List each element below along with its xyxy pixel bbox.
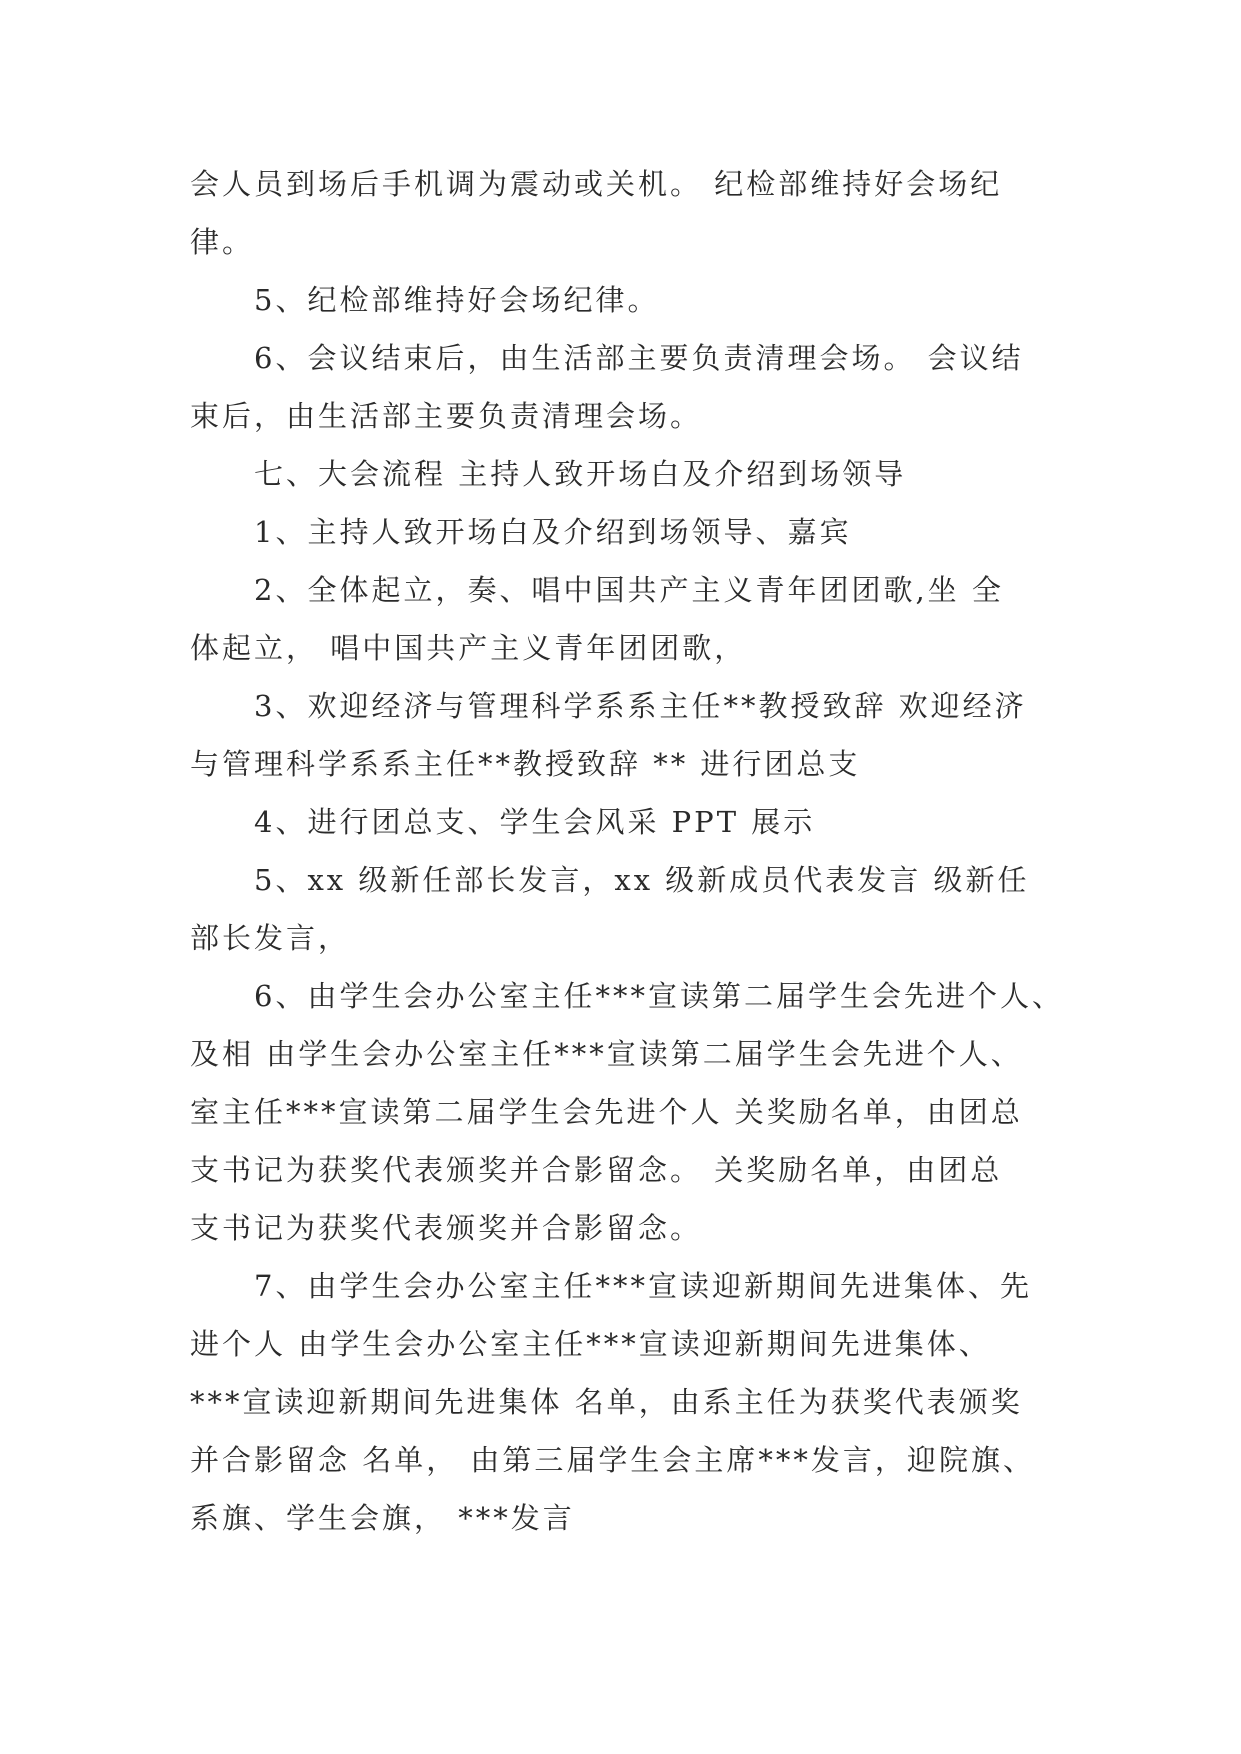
text-line: 2、全体起立，奏、唱中国共产主义青年团团歌,坐 全 [254,573,1004,607]
text-line: 支书记为获奖代表颁奖并合影留念。 关奖励名单，由团总 [190,1153,1003,1187]
document-body [190,155,1065,1547]
text-line: 会人员到场后手机调为震动或关机。 纪检部维持好会场纪 [190,167,1003,201]
text-line: 进个人 由学生会办公室主任***宣读迎新期间先进集体、 [190,1327,991,1361]
text-line: 5、xx 级新任部长发言，xx 级新成员代表发言 级新任 [254,863,1030,897]
section-heading: 七、大会流程 主持人致开场白及介绍到场领导 [254,457,907,491]
text-line: 室主任***宣读第二届学生会先进个人 关奖励名单，由团总 [190,1095,1023,1129]
text-line: 7、由学生会办公室主任***宣读迎新期间先进集体、先 [254,1269,1032,1303]
text-line: 6、会议结束后，由生活部主要负责清理会场。 会议结 [254,341,1024,375]
text-line: 5、纪检部维持好会场纪律。 [254,283,660,317]
text-line: 1、主持人致开场白及介绍到场领导、嘉宾 [254,515,852,549]
text-line: 6、由学生会办公室主任***宣读第二届学生会先进个人、 [254,979,1064,1013]
text-line: 及相 由学生会办公室主任***宣读第二届学生会先进个人、 [190,1037,1023,1071]
text-line: 部长发言， [190,921,351,955]
text-line: 律。 [190,225,255,259]
text-line: 支书记为获奖代表颁奖并合影留念。 [190,1211,703,1245]
text-line: 3、欢迎经济与管理科学系系主任**教授致辞 欢迎经济 [254,689,1027,723]
text-line: 并合影留念 名单， 由第三届学生会主席***发言，迎院旗、 [190,1443,1035,1477]
text-line: 系旗、学生会旗， ***发言 [190,1501,575,1535]
text-line: 束后，由生活部主要负责清理会场。 [190,399,703,433]
text-line: ***宣读迎新期间先进集体 名单，由系主任为获奖代表颁奖 [190,1385,1023,1419]
text-line: 4、进行团总支、学生会风采 PPT 展示 [254,805,816,839]
text-line: 体起立， 唱中国共产主义青年团团歌， [190,631,747,665]
text-line: 与管理科学系系主任**教授致辞 ** 进行团总支 [190,747,861,781]
